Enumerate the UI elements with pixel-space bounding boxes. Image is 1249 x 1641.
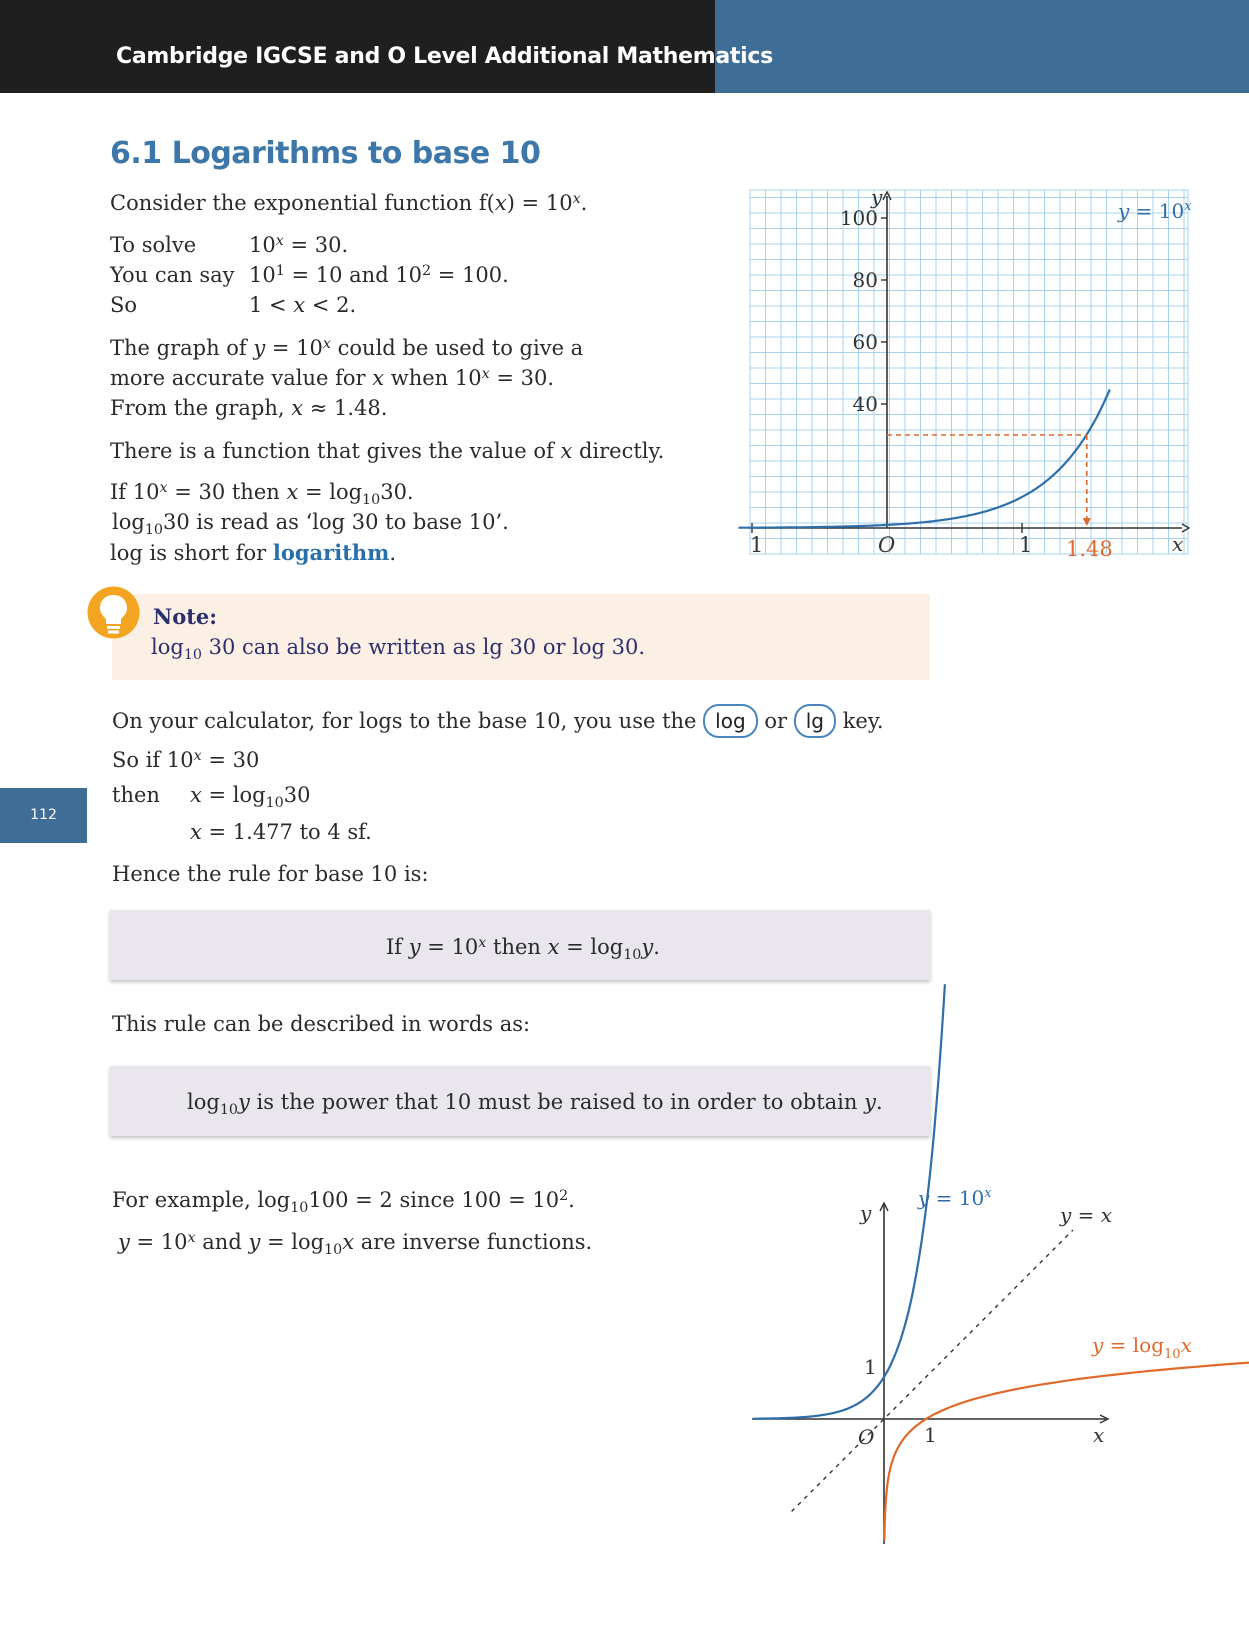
curve-label: $y = 10^x$	[1118, 199, 1192, 223]
series-exponential-curve	[754, 984, 945, 1418]
solve-expression: $10^x = 30$.	[249, 232, 349, 257]
function-text-line-2: If $10^x = 30$ then $x = \log_{10}30$.	[110, 479, 414, 508]
so-expression: 1 < x < 2.	[249, 293, 357, 317]
y-tick-label: 100	[839, 206, 878, 230]
function-text-line-4: log is short for logarithm.	[110, 540, 397, 565]
section-number: 6.1	[110, 136, 162, 171]
identity-line-label: y = x	[1060, 1203, 1113, 1227]
origin-label: O	[858, 1425, 875, 1449]
y-axis-label: y	[871, 185, 883, 209]
so-if-line: So if $10^x = 30$	[112, 747, 260, 772]
x-intercept-label: 1	[924, 1423, 937, 1447]
x-tick-label-right: 1	[1019, 533, 1033, 557]
page-number: 112	[30, 807, 57, 823]
lightbulb-icon	[86, 585, 141, 640]
section-title	[110, 136, 540, 171]
so-label: So	[110, 293, 138, 317]
function-text-line-3: $\log_{10}30$ is read as ‘log 30 to base 10’.	[112, 510, 509, 538]
term-logarithm: logarithm	[272, 540, 390, 565]
graph-axes	[752, 1203, 1108, 1544]
x-axis-label: x	[1093, 1423, 1105, 1447]
exponential-graph	[748, 185, 1192, 561]
inverse-functions-graph	[748, 1184, 1208, 1554]
section-heading: Logarithms to base 10	[171, 136, 541, 171]
annotation-arrowhead	[1083, 518, 1091, 526]
then-line-2: x = 1.477 to 4 sf.	[190, 820, 372, 844]
lg-key: lg	[794, 704, 836, 738]
series-identity-line	[792, 1230, 1073, 1511]
rule-words-intro: This rule can be described in words as:	[112, 1012, 531, 1036]
then-line-1: $x = \log_{10}30$	[190, 783, 311, 811]
origin-label: O	[878, 533, 896, 557]
say-expression: $10^1 = 10$ and $10^2 = 100$.	[249, 262, 509, 287]
note-title: Note:	[153, 604, 218, 629]
y-tick-label: 40	[852, 392, 878, 416]
annotation-label-1-48: 1.48	[1066, 537, 1113, 561]
intro-consider: Consider the exponential function $f(x) = 10^x$.	[110, 190, 588, 215]
y-tick-label: 60	[852, 330, 878, 354]
say-label: You can say	[110, 263, 235, 287]
calculator-line: On your calculator, for logs to the base 10, you use the log or lg key.	[112, 704, 884, 738]
y-axis-label: y	[860, 1201, 872, 1225]
note-text: $\log_{10} 30$ can also be written as lg 30 or log 30.	[151, 635, 646, 663]
log-key: log	[703, 704, 758, 738]
graph-text-line-3: From the graph, x ≈ 1.48.	[110, 396, 388, 420]
function-text-line-1: There is a function that gives the value of x directly.	[110, 439, 665, 463]
page-number-tab	[0, 788, 87, 843]
rule-intro: Hence the rule for base 10 is:	[112, 862, 429, 886]
x-tick-label-left: 1	[750, 533, 764, 557]
log-curve-label: $y = \log_{10}x$	[1092, 1333, 1192, 1362]
y-intercept-label: 1	[864, 1355, 877, 1379]
then-label: then	[112, 783, 160, 807]
header-accent-bar	[715, 0, 1249, 93]
book-title: Cambridge IGCSE and O Level Additional Mathematics	[116, 44, 773, 69]
graph-axes	[750, 192, 1189, 533]
y-tick-label: 80	[852, 268, 878, 292]
graph-grid	[750, 190, 1188, 554]
graph-text-line-1: The graph of $y = 10^x$ could be used to give a	[110, 335, 584, 360]
exp-curve-label: $y = 10^x$	[918, 1186, 992, 1210]
x-axis-label: x	[1172, 532, 1184, 556]
rule-words-text: $\log_{10}y$ is the power that 10 must be raised to in order to obtain y.	[187, 1090, 883, 1118]
graph-text-line-2: more accurate value for x when $10^x = 30$.	[110, 365, 554, 390]
example-line-1: For example, $\log_{10}100 = 2$ since $100 = 10^2$.	[112, 1187, 575, 1216]
rule-box-text: If $y = 10^x$ then $x = \log_{10}y$.	[386, 934, 660, 963]
y-tick-labels	[840, 206, 887, 416]
solve-label: To solve	[110, 233, 197, 257]
series-logarithm-curve	[884, 1358, 1249, 1541]
example-line-2: $y = 10^x$ and $y = \log_{10}x$ are inverse functions.	[118, 1229, 593, 1258]
